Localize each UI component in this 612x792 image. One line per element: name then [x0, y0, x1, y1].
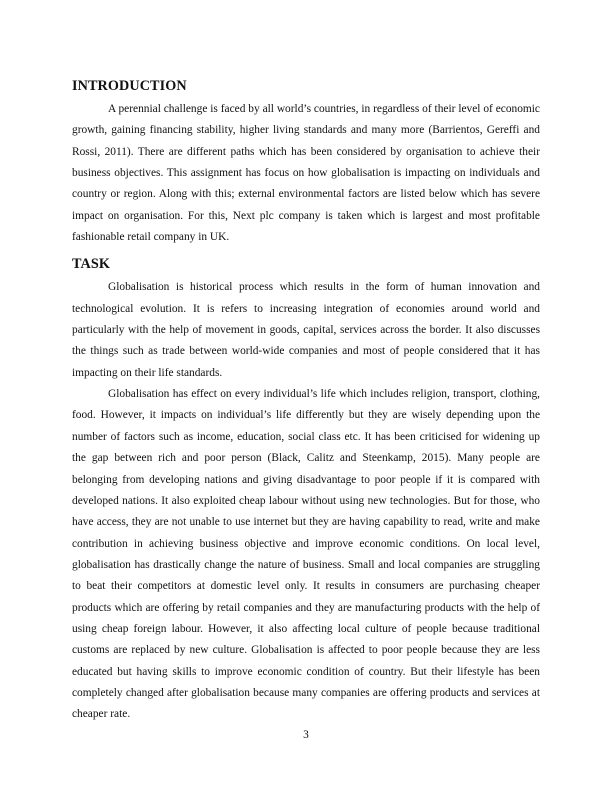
task-paragraph-2: Globalisation has effect on every individual’s life which includes religion, transport, clothing, food. However, it impacts on individual’s life differently but they are wisely depending upon the number of factors such as income, education, social class etc. It has been criticised for widening up the gap between rich and poor person (Black, Calitz and Steenkamp, 2015). Many people are belonging from developing nations and giving disadvantage to poor people if it is compared with developed nations. It also exploited cheap labour without using new technologies. But for those, who have access, they are not unable to use internet but they are having capability to read, write and make contribution in achieving business objective and improve economic conditions. On local level, globalisation has drastically change the nature of business. Small and local companies are struggling to beat their competitors at domestic level only. It results in consumers are purchasing cheaper products which are offering by retail companies and they are manufacturing products with the help of using cheap foreign labour. However, it also affecting local culture of people because traditional customs are replaced by new culture. Globalisation is affected to poor people because they are less educated but having skills to improve economic condition of country. But their lifestyle has been completely changed after globalisation because many companies are offering products and services at cheaper rate.	[72, 388, 540, 721]
page-number: 3	[303, 729, 309, 741]
task-paragraph-1: Globalisation is historical process which results in the form of human innovation and technological evolution. It is refers to increasing integration of economies around world and particularly with the help of movement in goods, capital, services across the border. It also discusses the things such as trade between world-wide companies and most of people considered that it has impacting on their life standards.	[72, 281, 540, 379]
section-heading-task: TASK	[72, 256, 110, 273]
page-content	[72, 77, 540, 726]
introduction-paragraph: A perennial challenge is faced by all world’s countries, in regardless of their level of economic growth, gaining financing stability, higher living standards and many more (Barrientos, Gereffi and Rossi, 2011). There are different paths which has been considered by organisation to achieve their business objectives. This assignment has focus on how globalisation is impacting on individuals and country or region. Along with this; external environmental factors are listed below which has severe impact on organisation. For this, Next plc company is taken which is largest and most profitable fashionable retail company in UK.	[72, 103, 540, 244]
section-heading-introduction: INTRODUCTION	[72, 78, 187, 94]
